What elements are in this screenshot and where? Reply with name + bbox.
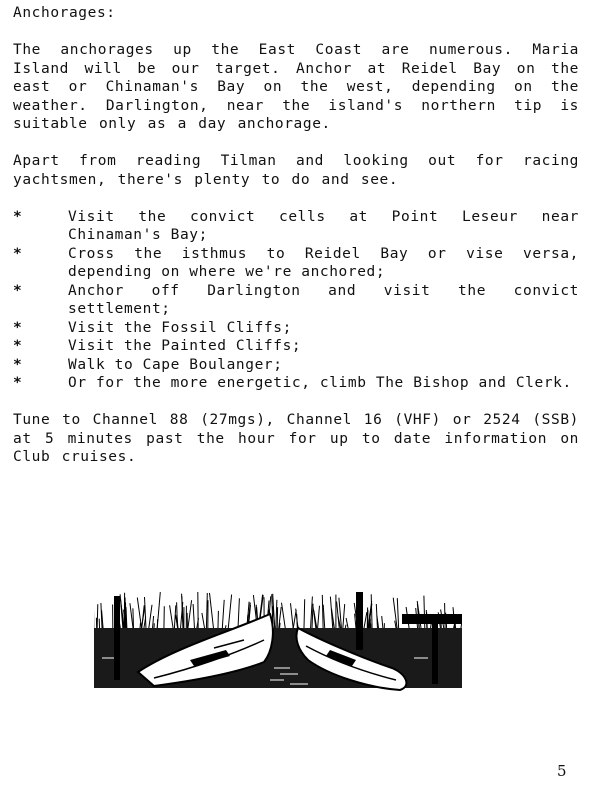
bullet-marker: * <box>13 282 23 299</box>
bullet-marker: * <box>13 208 23 225</box>
bullet-marker: * <box>13 356 23 373</box>
list-item <box>13 282 579 319</box>
activities-list <box>13 208 579 393</box>
bullet-marker: * <box>13 245 23 262</box>
list-item-text: Cross the isthmus to Reidel Bay or vise versa, depending on where we're anchored; <box>68 245 579 280</box>
list-item-text: Visit the Fossil Cliffs; <box>68 319 292 336</box>
list-item-text: Walk to Cape Boulanger; <box>68 356 283 373</box>
list-item <box>13 374 579 393</box>
bullet-marker: * <box>13 319 23 336</box>
intro-paragraph: The anchorages up the East Coast are numerous. Maria Island will be our target. Anchor at Reidel Bay on the east or Chinaman's Bay on the west, depending on the weather. Darlington, near the island's northern tip is suitable only as a day anchorage. <box>13 42 579 132</box>
list-item <box>13 208 579 245</box>
section-heading: Anchorages: <box>13 5 116 21</box>
list-item <box>13 245 579 282</box>
mooring-post <box>114 596 120 680</box>
list-item-text: Visit the Painted Cliffs; <box>68 338 302 354</box>
jetty-post <box>432 614 438 684</box>
list-item-text: Or for the more energetic, climb The Bishop and Clerk. <box>68 375 572 391</box>
activities-intro-paragraph: Apart from reading Tilman and looking out for racing yachtsmen, there's plenty to do and see. <box>13 153 579 188</box>
list-item-text: Anchor off Darlington and visit the convict settlement; <box>68 282 579 317</box>
radio-info-paragraph: Tune to Channel 88 (27mgs), Channel 16 (VHF) or 2524 (SSB) at 5 minutes past the hour for up to date information on Club cruises. <box>13 412 579 465</box>
bullet-marker: * <box>13 375 23 391</box>
list-item <box>13 337 579 356</box>
mooring-post <box>356 592 363 650</box>
list-item <box>13 319 579 338</box>
bullet-marker: * <box>13 338 23 354</box>
rowboats-in-reeds-illustration <box>94 588 462 706</box>
document-page <box>13 4 579 485</box>
list-item <box>13 356 579 375</box>
page-number: 5 <box>557 762 567 780</box>
list-item-text: Visit the convict cells at Point Leseur near Chinaman's Bay; <box>68 208 579 243</box>
